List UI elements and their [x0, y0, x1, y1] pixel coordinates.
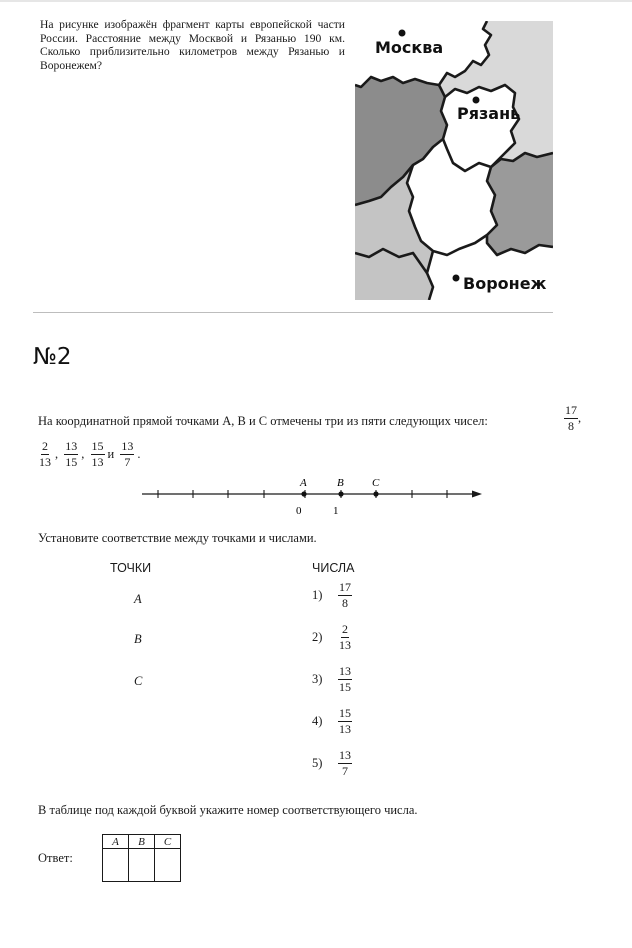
numbers-header: ЧИСЛА: [312, 561, 355, 575]
option-5: 5) $\frac{13}{7}$: [312, 748, 351, 778]
number-line: [130, 472, 490, 527]
point-b-dot: [338, 491, 343, 496]
task-number: №2: [33, 344, 72, 370]
point-a-dot: [301, 491, 306, 496]
match-instruction: Установите соответствие между точками и числами.: [38, 531, 317, 545]
option-2: 2) $\frac{2}{13}$: [312, 622, 351, 652]
answer-cell-b[interactable]: [129, 849, 155, 882]
fraction-15-13: $\frac{15}{13}$: [91, 439, 104, 469]
city-label-moscow: Москва: [375, 38, 444, 57]
top-border: [0, 0, 632, 2]
answer-cell-c[interactable]: [155, 849, 181, 882]
point-c-label: C: [372, 477, 380, 489]
points-header: ТОЧКИ: [110, 561, 152, 575]
point-c: C: [134, 674, 143, 688]
point-b: B: [134, 632, 142, 646]
tick-label-1: 1: [333, 505, 339, 517]
point-a: A: [134, 592, 142, 606]
option-4: 4) $\frac{15}{13}$: [312, 706, 351, 736]
fraction-17-8: $\frac{17}{8}$ ,: [565, 403, 582, 433]
map-figure: [355, 21, 553, 300]
point-c-dot: [373, 491, 378, 496]
section-divider: [33, 312, 553, 313]
city-label-ryazan: Рязань: [457, 104, 521, 123]
task1-text: На рисунке изображён фрагмент карты европейской части России. Расстояние между Москвой и Рязанью 190 км. Сколько приблизительно километров между Рязанью и Воронежем?: [40, 18, 345, 72]
option-1: 1) $\frac{17}{8}$: [312, 580, 351, 610]
answer-header-c: C: [155, 835, 181, 849]
fraction-13-15: $\frac{13}{15}$: [65, 439, 78, 469]
task2-intro-text: На координатной прямой точками A, B и C отмечены три из пяти следующих чисел:: [38, 414, 488, 428]
answer-cell-a[interactable]: [103, 849, 129, 882]
point-b-label: B: [337, 477, 344, 489]
point-a-label: A: [300, 477, 307, 489]
tick-label-0: 0: [296, 505, 302, 517]
answer-label: Ответ:: [38, 851, 73, 865]
option-3: 3) $\frac{13}{15}$: [312, 664, 351, 694]
answer-table: [102, 834, 181, 882]
voronezh-marker: [453, 275, 460, 282]
task2-intro: [38, 414, 488, 429]
fraction-2-13: $\frac{2}{13}$: [39, 439, 51, 469]
moscow-marker: [399, 30, 406, 37]
answer-header-a: A: [103, 835, 129, 849]
fraction-13-7: $\frac{13}{7}$: [121, 439, 134, 469]
ryazan-marker: [473, 97, 480, 104]
city-label-voronezh: Воронеж: [463, 274, 547, 293]
fraction-list: $\frac{2}{13}$ , $\frac{13}{15}$ , $\frac{15}{13}$ и $\frac{13}{7}$ .: [39, 439, 141, 469]
table-instruction: В таблице под каждой буквой укажите номер соответствующего числа.: [38, 803, 418, 817]
answer-header-b: B: [129, 835, 155, 849]
